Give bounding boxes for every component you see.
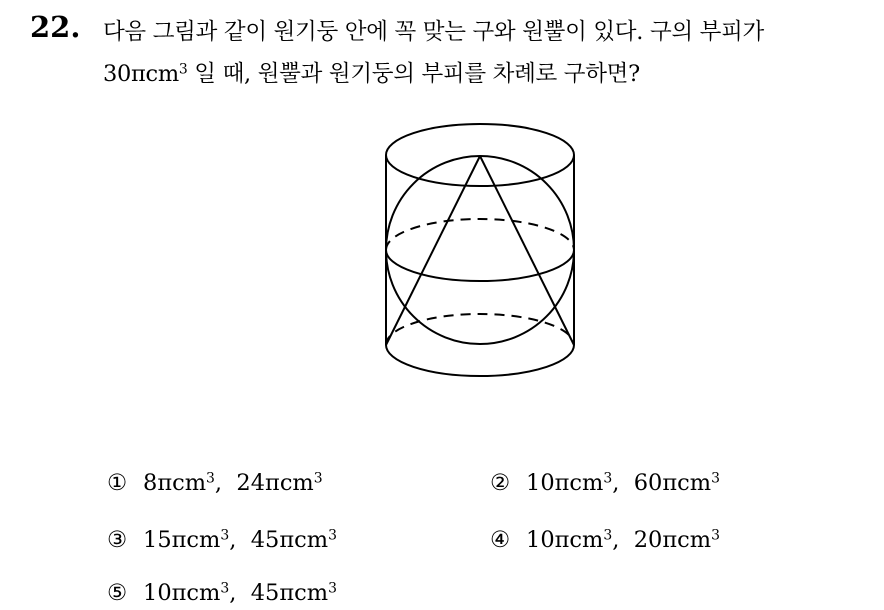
choice-1[interactable]: ① 8πcm$^3$, 24πcm$^3$ <box>107 470 323 496</box>
sphere-equator-front <box>386 250 574 281</box>
choice-4-mark: ④ <box>490 527 511 553</box>
question-text-line-2 <box>103 56 640 88</box>
choice-3[interactable]: ③ 15πcm$^3$, 45πcm$^3$ <box>107 527 337 553</box>
choice-3-mark: ③ <box>107 527 128 553</box>
cylinder-bottom-back <box>386 314 574 345</box>
sphere-volume-exponent: 3 <box>178 61 188 78</box>
choice-2[interactable]: ② 10πcm$^3$, 60πcm$^3$ <box>490 470 720 496</box>
choice-2-mark: ② <box>490 470 511 496</box>
choice-5[interactable]: ⑤ 10πcm$^3$, 45πcm$^3$ <box>107 580 337 606</box>
sphere-outline <box>386 156 574 344</box>
cone-right-side <box>480 156 574 345</box>
question-text-line-2-rest: 일 때, 원뿔과 원기둥의 부피를 차례로 구하면? <box>187 61 640 87</box>
sphere-volume-value: 30π <box>103 61 146 87</box>
sphere-volume-unit: cm <box>145 61 179 87</box>
question-text-line-1: 다음 그림과 같이 원기둥 안에 꼭 맞는 구와 원뿔이 있다. 구의 부피가 <box>103 19 764 45</box>
cylinder-bottom-front <box>386 345 574 376</box>
choice-4[interactable]: ④ 10πcm$^3$, 20πcm$^3$ <box>490 527 720 553</box>
cone-left-side <box>386 156 480 345</box>
choice-5-mark: ⑤ <box>107 580 128 606</box>
cylinder-sphere-cone-figure <box>370 116 590 388</box>
question-number: 22. <box>30 10 81 44</box>
sphere-equator-back <box>386 219 574 250</box>
choice-1-mark: ① <box>107 470 128 496</box>
